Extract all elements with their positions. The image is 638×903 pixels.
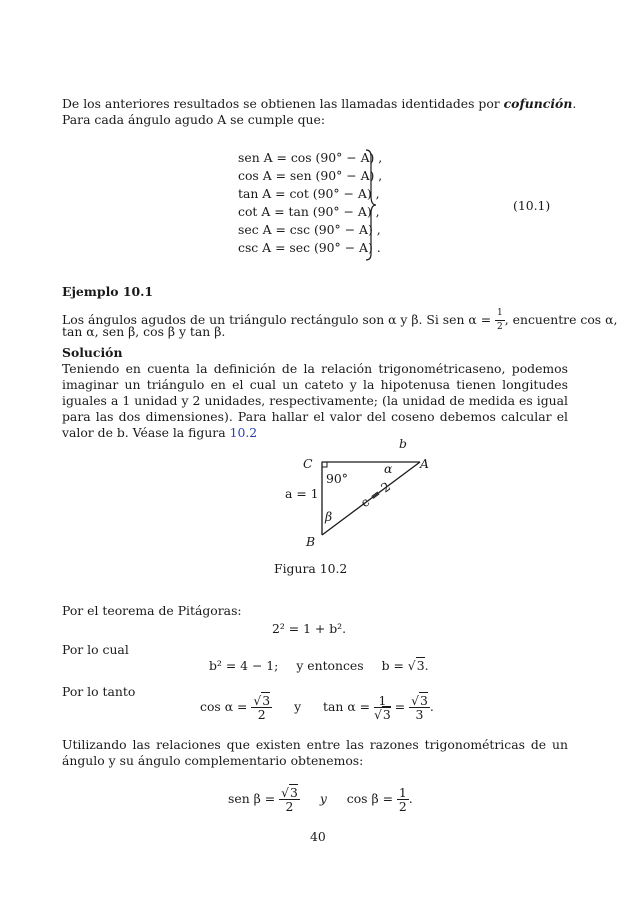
page-number: 40 <box>310 829 326 844</box>
pythagoras-intro: Por el teorema de Pitágoras: <box>62 603 242 618</box>
label-beta: β <box>325 509 333 524</box>
label-b: b <box>399 436 407 451</box>
fraction-numerator: 1 <box>398 785 407 800</box>
fraction-sqrt3-over-2 <box>251 694 272 721</box>
sen-beta-lhs: sen β = <box>228 791 276 806</box>
example-title: Ejemplo 10.1 <box>62 284 154 299</box>
sqrt-icon: √ <box>407 658 416 673</box>
cos-tan-alpha-equations <box>200 694 434 721</box>
label-alpha: α <box>384 461 393 476</box>
sen-cos-beta-equations <box>228 786 413 813</box>
fraction-denominator: 3 <box>415 707 424 722</box>
emphasis-cofuncion: cofunción <box>503 96 573 111</box>
solution-title: Solución <box>62 345 123 360</box>
fraction-sqrt3-over-2 <box>279 786 300 813</box>
example-line-2: tan α, sen β, cos β y tan β. <box>62 324 226 339</box>
label-side-c: c = 2 <box>357 478 394 511</box>
connector-text: y entonces <box>296 658 364 673</box>
intro-text: De los anteriores resultados se obtienen las llamadas identidades por <box>62 96 504 111</box>
connector-y: y <box>319 791 327 806</box>
sqrt-icon: √ <box>253 693 262 708</box>
intro-period: . <box>572 96 577 111</box>
right-brace-icon <box>364 148 378 262</box>
sqrt-icon: √ <box>411 693 419 708</box>
tan-alpha-lhs: tan α = <box>323 699 371 714</box>
fraction-denominator: 2 <box>398 799 407 814</box>
equation-b-squared: b² = 4 − 1; <box>209 658 279 673</box>
label-vertex-b: B <box>306 534 316 549</box>
identity-row: sen A = cos (90° − A) , <box>238 150 383 165</box>
fraction-numerator: 1 <box>495 307 505 321</box>
pythagoras-equation: 2² = 1 + b². <box>272 621 347 636</box>
solution-text: Teniendo en cuenta la definición de la relación trigonométricaseno, podemos imaginar un triángulo en el cual un cateto y la hipotenusa tienen longitudes iguales a 1 unidad y 2 unidades, respectivamente; (la unidad de medida es igual para las dos dimensiones). Para hallar el valor del coseno debemos calcular el valor de b. Véase la figura <box>62 361 568 440</box>
example-text: Los ángulos agudos de un triángulo rectángulo son α y β. Si sen α = <box>62 312 496 327</box>
radicand: 3 <box>416 658 425 673</box>
sqrt-icon: √ <box>373 707 382 722</box>
label-side-a: a = 1 <box>285 486 319 501</box>
identity-row: cot A = tan (90° − A) , <box>238 204 380 219</box>
identity-row: tan A = cot (90° − A) , <box>238 186 380 201</box>
equation-b: b = <box>381 658 404 673</box>
fraction-denominator: 2 <box>257 707 266 722</box>
closing-paragraph: Utilizando las relaciones que existen entre las razones trigonométricas de un ángulo y su ángulo complementario obtenemos: <box>62 737 568 768</box>
figure-reference-link[interactable]: 10.2 <box>229 425 258 440</box>
fraction-one-half <box>495 307 505 334</box>
fraction-1-over-2 <box>397 786 409 813</box>
fraction-sqrt3-over-3 <box>409 694 430 721</box>
por-lo-cual-intro: Por lo cual <box>62 642 129 657</box>
radicand: 3 <box>419 693 428 708</box>
period: . <box>429 699 434 714</box>
intro-line-2: Para cada ángulo agudo A se cumple que: <box>62 112 326 127</box>
b-squared-equation <box>209 658 429 674</box>
equals: = <box>394 699 406 714</box>
fraction-1-over-sqrt3 <box>374 694 391 721</box>
label-vertex-c: C <box>303 456 313 471</box>
sqrt-icon: √ <box>281 785 289 800</box>
cos-beta-lhs: cos β = <box>346 791 393 806</box>
radicand: 3 <box>262 693 271 708</box>
fraction-numerator: 1 <box>374 694 391 708</box>
radicand: 3 <box>382 707 391 722</box>
fraction-denominator: 2 <box>497 322 503 332</box>
label-vertex-a: A <box>420 456 429 471</box>
por-lo-tanto-intro: Por lo tanto <box>62 684 136 699</box>
period: . <box>408 791 413 806</box>
equation-number: (10.1) <box>513 198 551 213</box>
cos-alpha-lhs: cos α = <box>200 699 248 714</box>
identity-row: csc A = sec (90° − A) . <box>238 240 381 255</box>
example-text-end: , encuentre cos α, <box>504 312 618 327</box>
label-right-angle: 90° <box>326 471 348 486</box>
identities-block <box>238 150 383 260</box>
figure-caption: Figura 10.2 <box>274 561 348 576</box>
fraction-denominator: 2 <box>285 799 294 814</box>
connector-y: y <box>294 699 302 714</box>
solution-paragraph <box>62 361 568 441</box>
radicand: 3 <box>289 785 298 800</box>
intro-line-1 <box>62 96 576 112</box>
period: . <box>424 658 429 673</box>
identity-row: sec A = csc (90° − A) , <box>238 222 381 237</box>
identity-row: cos A = sen (90° − A) , <box>238 168 383 183</box>
